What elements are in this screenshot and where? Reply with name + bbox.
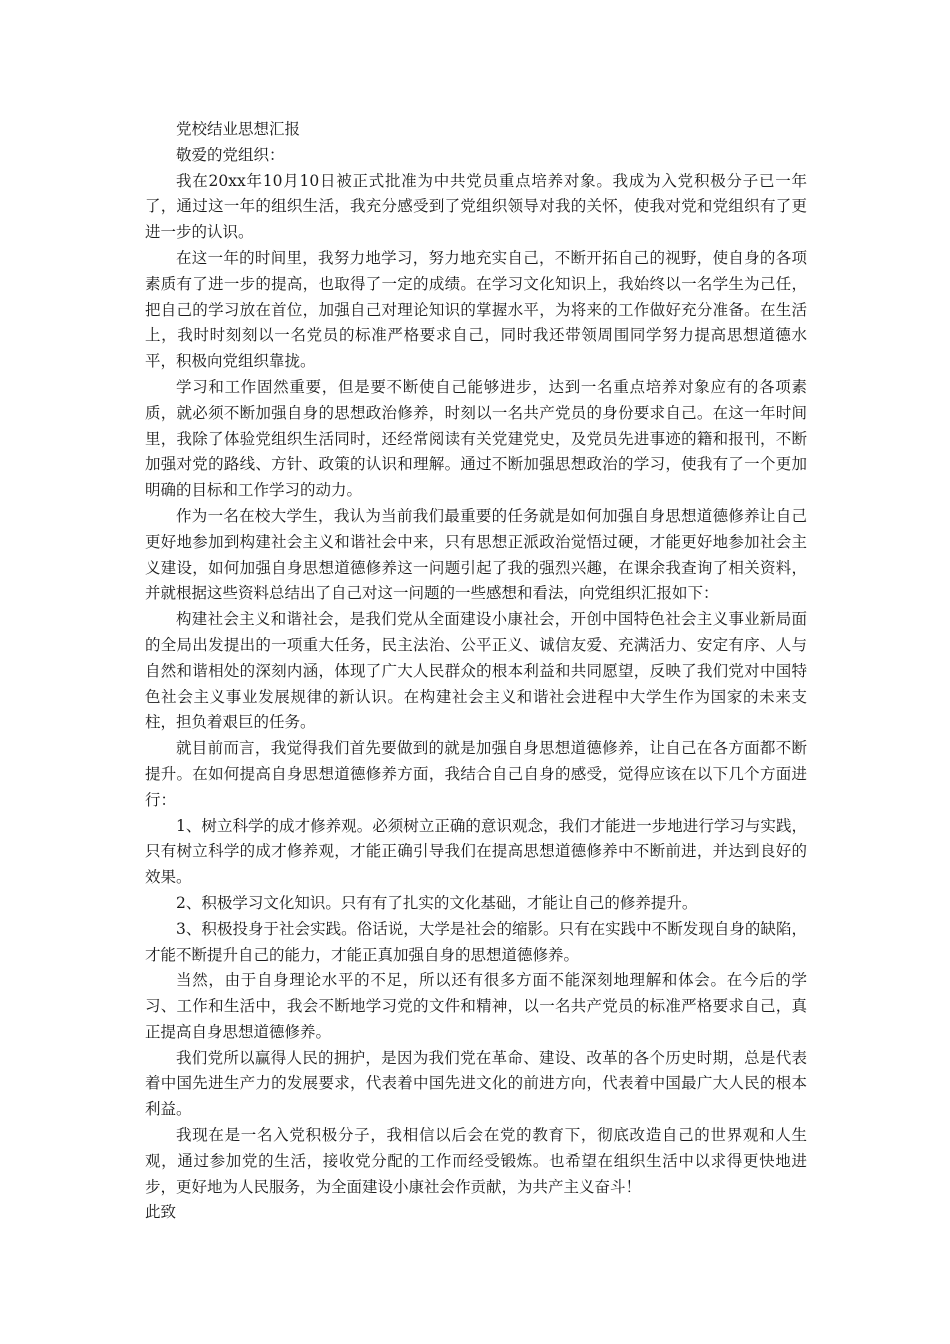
document-body [145, 117, 807, 1226]
paragraph-8: 我们党所以赢得人民的拥护，是因为我们党在革命、建设、改革的各个历史时期，总是代表着中国先进生产力的发展要求，代表着中国先进文化的前进方向，代表着中国最广大人民的根本利益。 [145, 1048, 807, 1119]
document-title: 党校结业思想汇报 [176, 120, 301, 138]
list-item-2: 2、积极学习文化知识。只有有了扎实的文化基础，才能让自己的修养提升。 [176, 893, 698, 912]
list-item-3: 3、积极投身于社会实践。俗话说，大学是社会的缩影。只有在实践中不断发现自身的缺陷，才能不断提升自己的能力，才能正真加强自身的思想道德修养。 [145, 919, 807, 964]
paragraph-1: 我在20xx年10月10日被正式批准为中共党员重点培养对象。我成为入党积极分子已一年了，通过这一年的组织生活，我充分感受到了党组织领导对我的关怀，使我对党和党组织有了更进一步的认识。 [145, 171, 807, 242]
paragraph-5: 构建社会主义和谐社会，是我们党从全面建设小康社会，开创中国特色社会主义事业新局面的全局出发提出的一项重大任务，民主法治、公平正义、诚信友爱、充满活力、安定有序、人与自然和谐相处的深刻内涵，体现了广大人民群众的根本利益和共同愿望，反映了我们党对中国特色社会主义事业发展规律的新认识。在构建社会主义和谐社会进程中大学生作为国家的未来支柱，担负着艰巨的任务。 [145, 610, 807, 732]
paragraph-2: 在这一年的时间里，我努力地学习，努力地充实自己，不断开拓自己的视野，使自身的各项素质有了进一步的提高，也取得了一定的成绩。在学习文化知识上，我始终以一名学生为己任，把自己的学习放在首位，加强自己对理论知识的掌握水平，为将来的工作做好充分准备。在生活上，我时时刻刻以一名党员的标准严格要求自己，同时我还带领周围同学努力提高思想道德水平，积极向党组织靠拢。 [145, 248, 807, 371]
salutation: 敬爱的党组织： [176, 145, 285, 164]
paragraph-3: 学习和工作固然重要，但是要不断使自己能够进步，达到一名重点培养对象应有的各项素质，就必须不断加强自身的思想政治修养，时刻以一名共产党员的身份要求自己。在这一年时间里，我除了体验党组织生活同时，还经常阅读有关党建党史，及党员先进事迹的籍和报刊，不断加强对党的路线、方针、政策的认识和理解。通过不断加强思想政治的学习，使我有了一个更加明确的目标和工作学习的动力。 [145, 377, 807, 500]
closing: 此致 [145, 1203, 177, 1222]
paragraph-9: 我现在是一名入党积极分子，我相信以后会在党的教育下，彻底改造自己的世界观和人生观，通过参加党的生活，接收党分配的工作而经受锻炼。也希望在组织生活中以求得更快地进步，更好地为人民服务，为全面建设小康社会作贡献，为共产主义奋斗！ [145, 1126, 807, 1196]
paragraph-6: 就目前而言，我觉得我们首先要做到的就是加强自身思想道德修养，让自己在各方面都不断提升。在如何提高自身思想道德修养方面，我结合自己自身的感受，觉得应该在以下几个方面进行： [145, 739, 807, 809]
paragraph-4: 作为一名在校大学生，我认为当前我们最重要的任务就是如何加强自身思想道德修养让自己更好地参加到构建社会主义和谐社会中来，只有思想正派政治觉悟过硬，才能更好地参加社会主义建设，如何加强自身思想道德修养这一问题引起了我的强烈兴趣，在课余我查询了相关资料，并就根据这些资料总结出了自己对这一问题的一些感想和看法，向党组织汇报如下： [145, 506, 807, 603]
list-item-1: 1、树立科学的成才修养观。必须树立正确的意识观念，我们才能进一步地进行学习与实践，只有树立科学的成才修养观，才能正确引导我们在提高思想道德修养中不断前进，并达到良好的效果。 [145, 816, 807, 887]
paragraph-7: 当然，由于自身理论水平的不足，所以还有很多方面不能深刻地理解和体会。在今后的学习、工作和生活中，我会不断地学习党的文件和精神，以一名共产党员的标准严格要求自己，真正提高自身思想道德修养。 [145, 971, 807, 1041]
